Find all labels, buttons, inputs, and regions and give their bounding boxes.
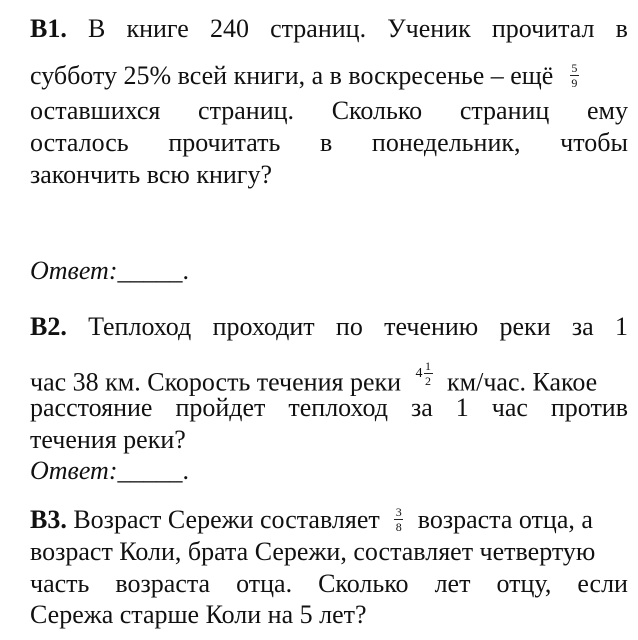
b1-line-2 [30,61,628,91]
b2-word: по [335,312,363,341]
b2-word: час [491,393,528,422]
b1-word: ему [587,96,628,125]
b2-line-2-text: час 38 км. Скорость течения реки [30,367,402,397]
b2-word: реки [499,312,551,341]
b2-word: за [411,393,433,422]
b1-word: страниц. [270,14,367,43]
b2-word: расстояние [30,393,153,422]
b1-word: понедельник, [371,128,521,157]
b3-line-1-text-after: возраста отца, а [417,505,593,534]
b2-word: 1 [455,393,469,422]
b2-line-1 [30,312,628,342]
b3-line-4 [30,600,628,630]
b1-line-3 [30,96,628,126]
b2-line-4 [30,425,628,455]
b3-line-1 [30,505,628,535]
b2-word: теплоход [288,393,389,422]
b3-word: отцу, [496,569,552,598]
b2-mixed-fraction [424,360,433,387]
b3-number: В3. [30,505,67,534]
b1-word: Ученик [387,14,471,43]
b2-word: против [550,393,628,422]
b1-word: страниц. [198,96,295,125]
b2-mixed-number [416,360,433,387]
b3-line-2 [30,537,628,567]
answer-label: Ответ: [30,456,118,485]
b3-line-1-text: Возраст Сережи составляет [73,505,380,534]
b2-word: 1 [614,312,628,341]
b1-line-5-text: закончить всю книгу? [30,160,272,189]
b1-word: осталось [30,128,129,157]
b3-line-3 [30,569,628,599]
b1-line-1 [30,14,628,44]
b2-line-2-text-after: км/час. Какое [447,367,598,397]
b3-word: отца. [236,569,293,598]
b1-answer [30,256,628,286]
b1-word: оставшихся [30,96,161,125]
b3-fraction [394,506,403,533]
b1-word: В [87,14,106,43]
b2-word: течению [384,312,479,341]
b1-number: В1. [30,14,67,43]
answer-label: Ответ: [30,256,118,285]
b2-line-2 [30,360,628,398]
b3-word: если [577,569,628,598]
b3-line-2-text: возраст Коли, брата Сережи, составляет четвертую [30,537,596,566]
b3-line-4-text: Сережа старше Коли на 5 лет? [30,600,367,629]
b1-line-2-text: субботу 25% всей книги, а в воскресенье – ещё [30,61,554,90]
b2-answer [30,456,628,486]
b2-number: В2. [30,312,67,341]
b3-fraction-denominator: 8 [395,520,402,534]
b2-mixed-numerator: 1 [425,359,432,373]
b1-word: страниц [459,96,550,125]
b1-word: в [615,14,628,43]
b1-word: 240 [209,14,249,43]
b3-word: возраста [115,569,211,598]
b2-line-4-text: течения реки? [30,425,186,454]
b1-word: чтобы [560,128,628,157]
b1-word: прочитал [491,14,595,43]
b1-fraction [570,62,579,89]
b1-word: Сколько [331,96,423,125]
b1-line-4 [30,128,628,158]
b1-fraction-numerator: 5 [571,61,578,75]
b3-word: Сколько [318,569,409,598]
b2-mixed-denominator: 2 [425,374,432,388]
b2-mixed-whole: 4 [415,365,423,381]
b1-word: в [319,128,333,157]
b1-fraction-denominator: 9 [571,76,578,90]
b2-line-3 [30,393,628,423]
b3-fraction-numerator: 3 [395,505,402,519]
b2-word: за [571,312,594,341]
b3-word: лет [434,569,471,598]
b1-line-5 [30,160,628,190]
b1-word: книге [126,14,189,43]
answer-blank: _____. [117,456,189,485]
b2-word: Теплоход [88,312,192,341]
answer-blank: _____. [117,256,189,285]
b2-word: проходит [212,312,315,341]
b1-word: прочитать [168,128,281,157]
b2-word: пройдет [175,393,266,422]
b3-word: часть [30,569,90,598]
